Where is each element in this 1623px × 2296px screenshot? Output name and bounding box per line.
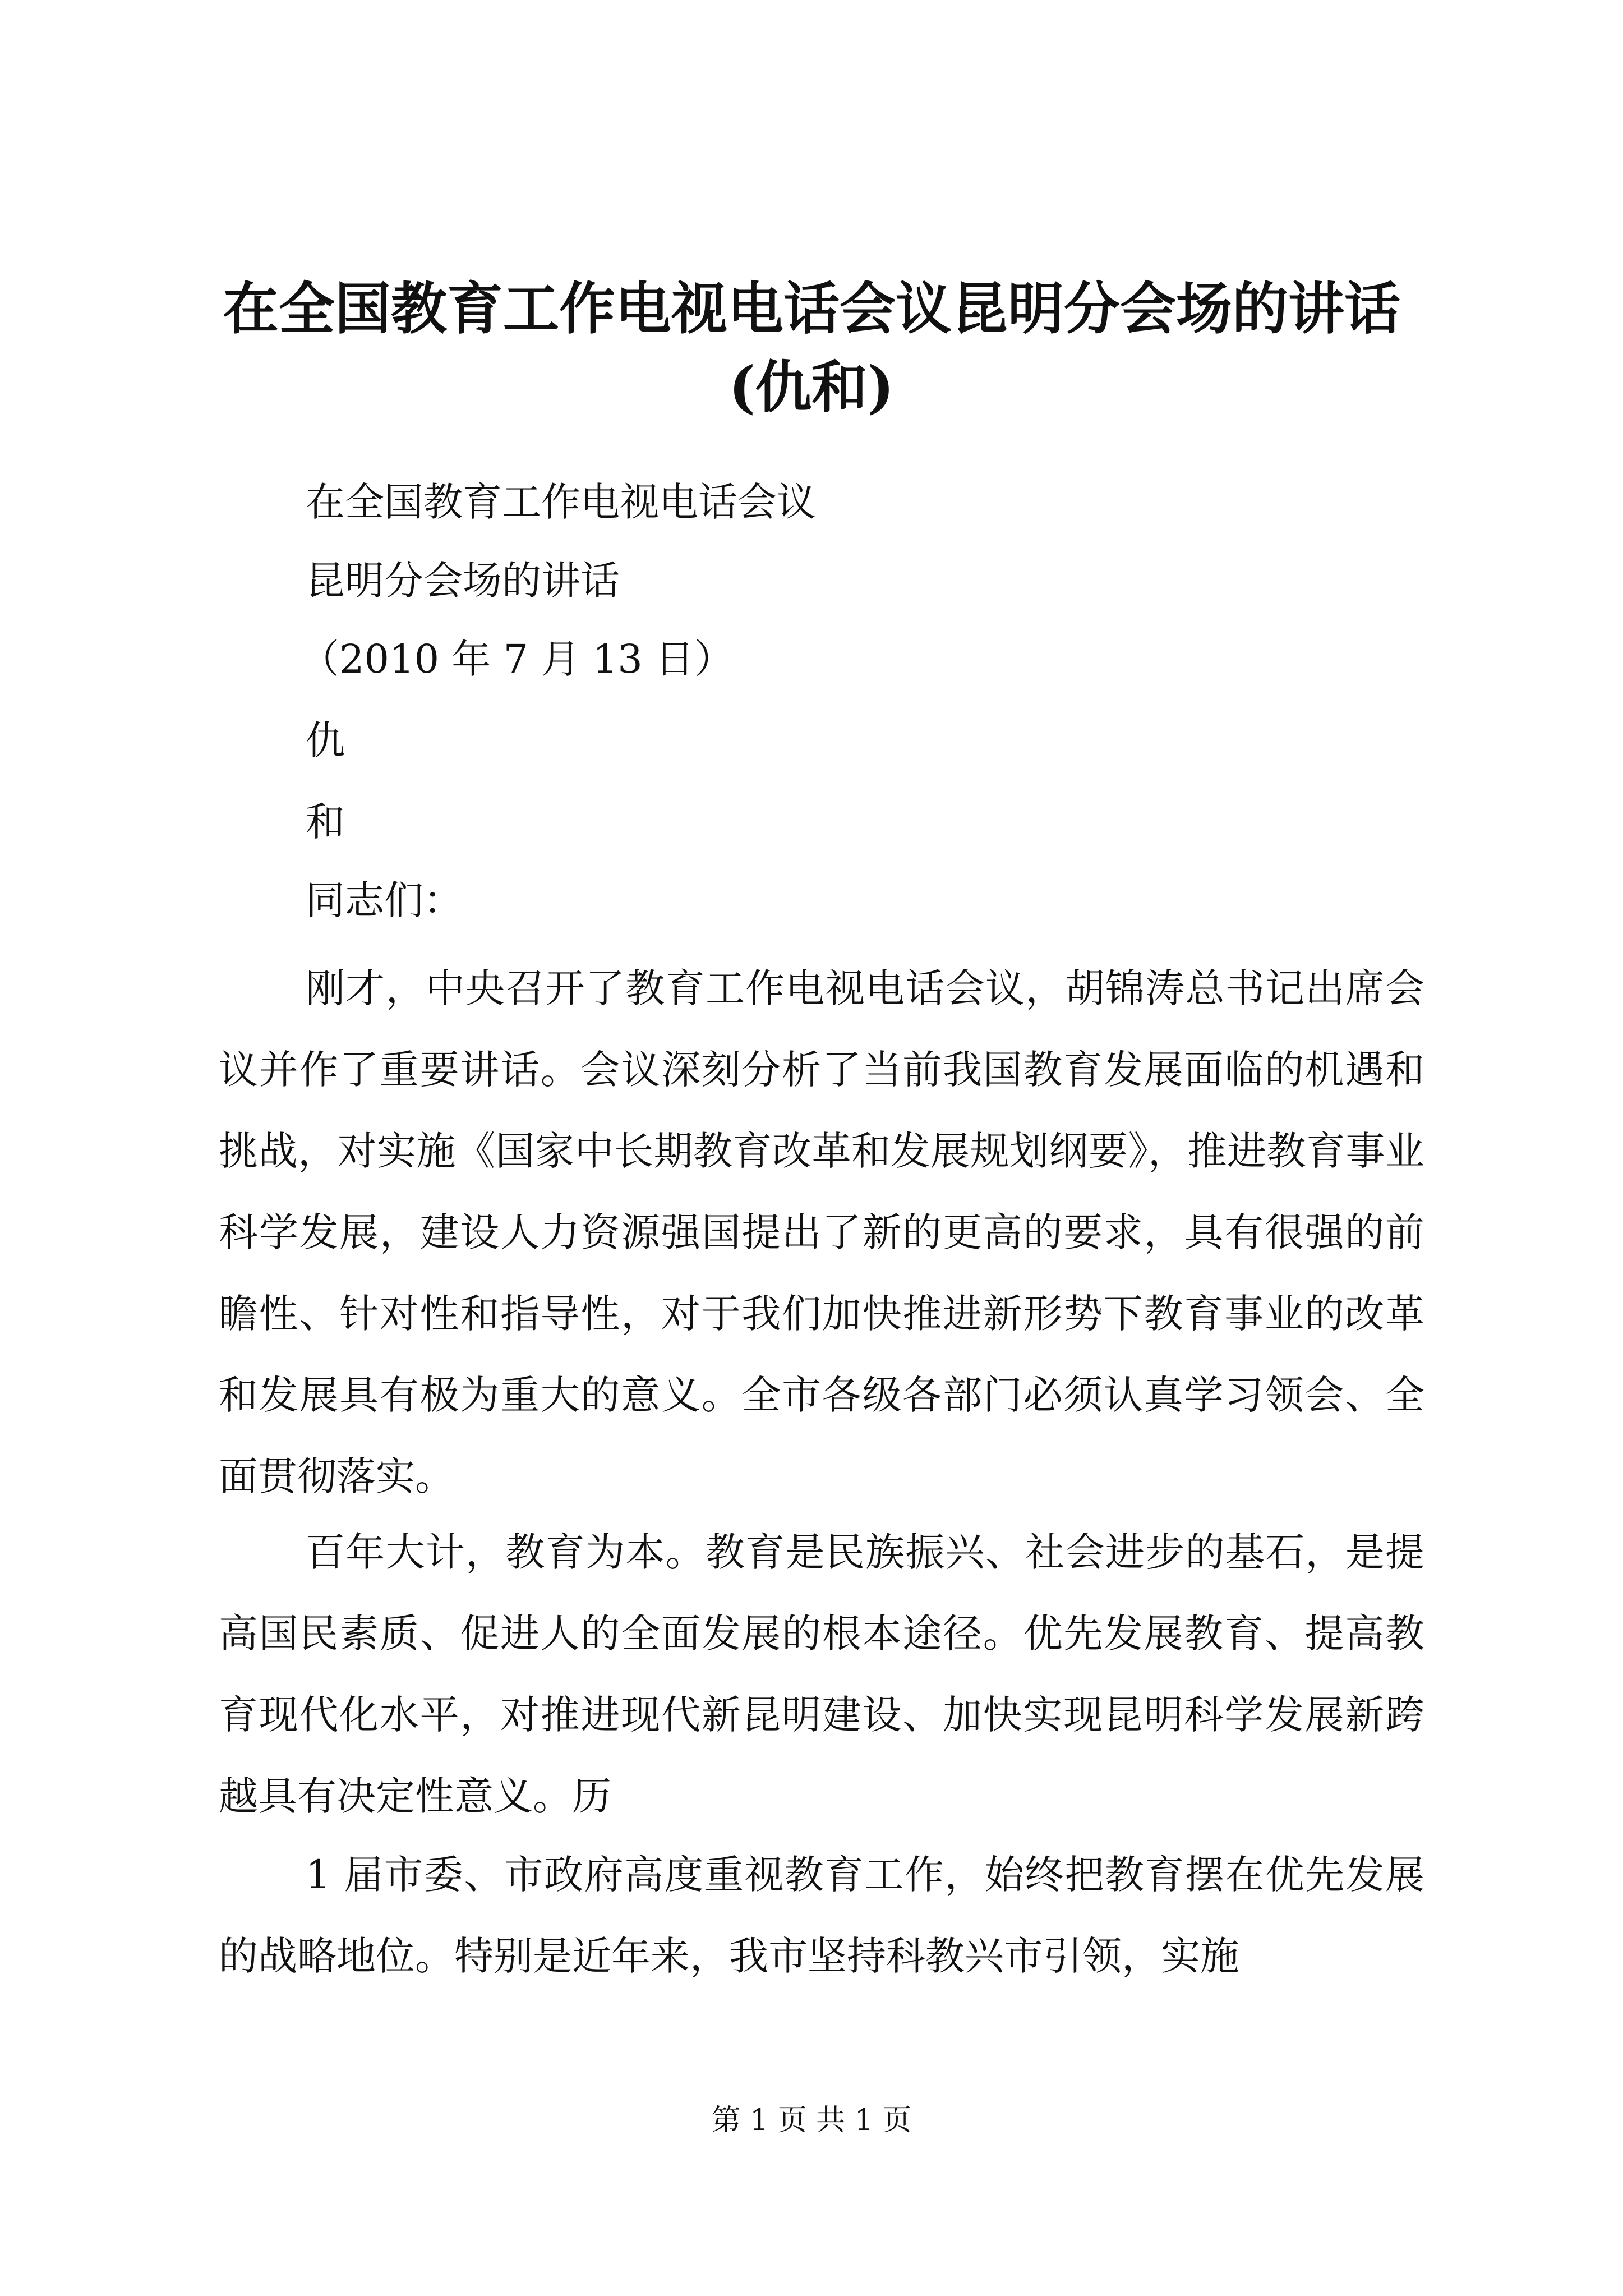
subtitle-line-2: 昆明分会场的讲话 <box>306 558 620 604</box>
author-given-name: 和 <box>306 799 345 845</box>
document-title: 在全国教育工作电视电话会议昆明分会场的讲话(仇和) <box>223 275 1400 420</box>
body-paragraph-2: 百年大计，教育为本。教育是民族振兴、社会进步的基石，是提高国民素质、促进人的全面发展的根本途径。优先发展教育、提高教育现代化水平，对推进现代新昆明建设、加快实现昆明科学发展新跨越具有决定性意义。历 <box>219 1529 1424 1819</box>
author-surname: 仇 <box>306 717 345 763</box>
page-footer: 第 1 页 共 1 页 <box>711 2104 912 2137</box>
date-line: （2010 年 7 月 13 日） <box>300 636 734 682</box>
body-paragraph-3: 1 届市委、市政府高度重视教育工作，始终把教育摆在优先发展的战略地位。特别是近年来，我市坚持科教兴市引领，实施 <box>219 1852 1424 1979</box>
subtitle-line-1: 在全国教育工作电视电话会议 <box>306 479 816 525</box>
salutation: 同志们： <box>306 877 463 923</box>
body-paragraph-1: 刚才，中央召开了教育工作电视电话会议，胡锦涛总书记出席会议并作了重要讲话。会议深刻分析了当前我国教育发展面临的机遇和挑战，对实施《国家中长期教育改革和发展规划纲要》，推进教育事业科学发展，建设人力资源强国提出了新的更高的要求，具有很强的前瞻性、针对性和指导性，对于我们加快推进新形势下教育事业的改革和发展具有极为重大的意义。全市各级各部门必须认真学习领会、全面贯彻落实。 <box>219 965 1424 1499</box>
